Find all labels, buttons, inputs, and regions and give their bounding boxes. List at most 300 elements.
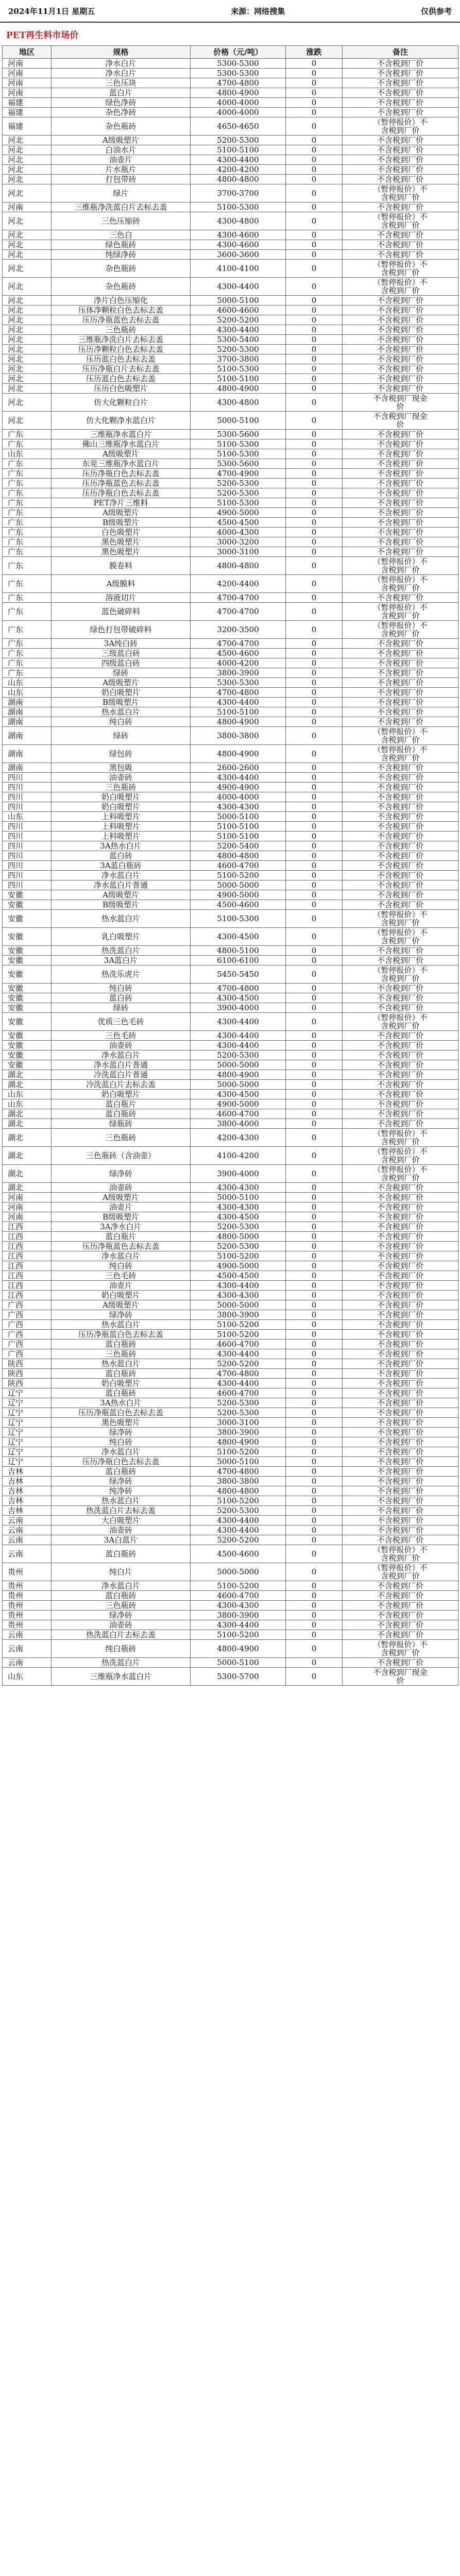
table-row bbox=[3, 364, 458, 374]
table-row bbox=[3, 325, 458, 335]
table-row bbox=[3, 1379, 458, 1388]
cell-change: 0 bbox=[286, 1668, 343, 1686]
cell-spec: A级吸塑片 bbox=[52, 678, 191, 688]
cell-spec: 三色压块 bbox=[52, 78, 191, 88]
cell-region: 山东 bbox=[3, 678, 52, 688]
cell-note: 不含税到厂价 bbox=[343, 1408, 458, 1418]
cell-region: 贵州 bbox=[3, 1601, 52, 1611]
cell-note: 不含税到厂价 bbox=[343, 1611, 458, 1620]
cell-price: 4000-4000 bbox=[191, 792, 286, 802]
cell-change: 0 bbox=[286, 1658, 343, 1668]
cell-price: 4300-4300 bbox=[191, 802, 286, 812]
cell-spec: 3A净水白片 bbox=[52, 1222, 191, 1232]
cell-note: 不含税到厂价 bbox=[343, 449, 458, 459]
cell-note: 不含税到厂价 bbox=[343, 678, 458, 688]
table-row bbox=[3, 250, 458, 260]
cell-price: 4500-4600 bbox=[191, 900, 286, 910]
table-row bbox=[3, 1526, 458, 1535]
cell-region: 湖北 bbox=[3, 1165, 52, 1183]
cell-price: 4000-4000 bbox=[191, 108, 286, 117]
cell-change: 0 bbox=[286, 165, 343, 175]
cell-spec: 净水蓝白片普通 bbox=[52, 880, 191, 890]
cell-price: 4900-5000 bbox=[191, 1261, 286, 1271]
cell-change: 0 bbox=[286, 861, 343, 871]
table-row bbox=[3, 1359, 458, 1369]
cell-spec: 油壶砖 bbox=[52, 1526, 191, 1535]
table-row bbox=[3, 575, 458, 593]
cell-change: 0 bbox=[286, 792, 343, 802]
cell-note: （暂停报价）不 含税到厂价 bbox=[343, 727, 458, 745]
cell-price: 3800-3800 bbox=[191, 1477, 286, 1486]
cell-region: 湖北 bbox=[3, 1147, 52, 1165]
cell-price: 4800-4900 bbox=[191, 1437, 286, 1447]
cell-change: 0 bbox=[286, 802, 343, 812]
cell-note: （暂停报价）不 含税到厂价 bbox=[343, 910, 458, 928]
cell-price: 5100-5200 bbox=[191, 871, 286, 880]
cell-region: 湖南 bbox=[3, 717, 52, 727]
cell-change: 0 bbox=[286, 649, 343, 658]
cell-region: 河北 bbox=[3, 325, 52, 335]
cell-change: 0 bbox=[286, 1581, 343, 1591]
cell-change: 0 bbox=[286, 727, 343, 745]
cell-region: 辽宁 bbox=[3, 1418, 52, 1428]
cell-price: 5000-5100 bbox=[191, 812, 286, 822]
cell-change: 0 bbox=[286, 202, 343, 212]
cell-change: 0 bbox=[286, 603, 343, 621]
cell-spec: 压体净颗粒白色去标去盖 bbox=[52, 306, 191, 315]
cell-change: 0 bbox=[286, 250, 343, 260]
cell-spec: 压历白色吸塑片 bbox=[52, 384, 191, 394]
cell-region: 吉林 bbox=[3, 1477, 52, 1486]
cell-note: 不含税到厂价 bbox=[343, 1506, 458, 1516]
cell-spec: 上料吸塑片 bbox=[52, 812, 191, 822]
cell-spec: 压历蓝白色去标去盖 bbox=[52, 354, 191, 364]
cell-change: 0 bbox=[286, 1300, 343, 1310]
table-row bbox=[3, 678, 458, 688]
cell-note: 不含税到厂价 bbox=[343, 1388, 458, 1398]
cell-price: 3700-3800 bbox=[191, 354, 286, 364]
cell-region: 云南 bbox=[3, 1630, 52, 1640]
cell-change: 0 bbox=[286, 910, 343, 928]
cell-change: 0 bbox=[286, 965, 343, 984]
table-row bbox=[3, 792, 458, 802]
cell-price: 4300-4300 bbox=[191, 1601, 286, 1611]
cell-change: 0 bbox=[286, 1183, 343, 1193]
cell-price: 4700-4800 bbox=[191, 78, 286, 88]
cell-change: 0 bbox=[286, 658, 343, 668]
cell-region: 湖南 bbox=[3, 727, 52, 745]
cell-price: 4700-4700 bbox=[191, 639, 286, 649]
cell-note: 不含税到厂价 bbox=[343, 354, 458, 364]
cell-price: 4900-5000 bbox=[191, 508, 286, 518]
cell-spec: 热水蓝白片 bbox=[52, 1359, 191, 1369]
cell-price: 5100-5300 bbox=[191, 439, 286, 449]
table-row bbox=[3, 315, 458, 325]
cell-note: 不含税到厂价 bbox=[343, 1418, 458, 1428]
cell-region: 辽宁 bbox=[3, 1437, 52, 1447]
table-row bbox=[3, 260, 458, 278]
table-row bbox=[3, 1129, 458, 1147]
table-row bbox=[3, 335, 458, 345]
cell-price: 2600-2600 bbox=[191, 763, 286, 773]
cell-change: 0 bbox=[286, 1281, 343, 1291]
cell-price: 4300-4400 bbox=[191, 1516, 286, 1526]
cell-note: 不含税到厂价 bbox=[343, 1090, 458, 1099]
cell-spec: A级吸塑片 bbox=[52, 135, 191, 145]
cell-note: 不含税到厂价 bbox=[343, 88, 458, 98]
cell-change: 0 bbox=[286, 78, 343, 88]
cell-change: 0 bbox=[286, 1099, 343, 1109]
table-row bbox=[3, 557, 458, 575]
table-row bbox=[3, 1545, 458, 1563]
cell-note: 不含税到厂现金 价 bbox=[343, 412, 458, 430]
header-note: 仅供参考 bbox=[420, 6, 452, 16]
cell-price: 5000-5100 bbox=[191, 1193, 286, 1202]
cell-note: 不含税到厂价 bbox=[343, 792, 458, 802]
cell-price: 3900-4000 bbox=[191, 1165, 286, 1183]
table-row bbox=[3, 727, 458, 745]
cell-spec: 纯白瓶砖 bbox=[52, 1640, 191, 1658]
cell-region: 吉林 bbox=[3, 1467, 52, 1477]
table-row bbox=[3, 278, 458, 296]
document-header bbox=[0, 0, 460, 23]
cell-spec: 纯白砖 bbox=[52, 1261, 191, 1271]
cell-price: 4800-4800 bbox=[191, 851, 286, 861]
cell-region: 山东 bbox=[3, 1668, 52, 1686]
cell-region: 河南 bbox=[3, 1212, 52, 1222]
cell-change: 0 bbox=[286, 946, 343, 956]
cell-price: 5000-5000 bbox=[191, 1080, 286, 1090]
cell-note: （暂停报价）不 含税到厂价 bbox=[343, 1147, 458, 1165]
cell-spec: 绿净砖 bbox=[52, 1310, 191, 1320]
cell-note: 不含税到厂价 bbox=[343, 439, 458, 449]
cell-spec: 片水瓶片 bbox=[52, 165, 191, 175]
cell-note: 不含税到厂价 bbox=[343, 374, 458, 384]
cell-region: 安徽 bbox=[3, 984, 52, 993]
cell-note: 不含税到厂价 bbox=[343, 296, 458, 306]
cell-price: 5300-5300 bbox=[191, 69, 286, 78]
cell-change: 0 bbox=[286, 1620, 343, 1630]
cell-region: 广东 bbox=[3, 528, 52, 537]
cell-note: 不含税到厂价 bbox=[343, 69, 458, 78]
cell-region: 辽宁 bbox=[3, 1457, 52, 1467]
cell-change: 0 bbox=[286, 1591, 343, 1601]
cell-change: 0 bbox=[286, 384, 343, 394]
table-row bbox=[3, 384, 458, 394]
cell-spec: 大白吸塑片 bbox=[52, 1516, 191, 1526]
cell-spec: 绿净砖 bbox=[52, 1428, 191, 1437]
table-row bbox=[3, 430, 458, 439]
cell-note: 不含税到厂价 bbox=[343, 1310, 458, 1320]
cell-note: 不含税到厂价 bbox=[343, 1222, 458, 1232]
table-row bbox=[3, 688, 458, 698]
cell-spec: 黑色吸塑片 bbox=[52, 1418, 191, 1428]
cell-price: 5100-5300 bbox=[191, 910, 286, 928]
table-row bbox=[3, 1031, 458, 1041]
cell-region: 湖北 bbox=[3, 1070, 52, 1080]
cell-note: （暂停报价）不 含税到厂价 bbox=[343, 278, 458, 296]
cell-change: 0 bbox=[286, 498, 343, 508]
table-row bbox=[3, 993, 458, 1003]
table-row bbox=[3, 1486, 458, 1496]
cell-price: 4800-4900 bbox=[191, 1640, 286, 1658]
cell-spec: A级吸塑片 bbox=[52, 449, 191, 459]
cell-price: 5000-5000 bbox=[191, 880, 286, 890]
cell-change: 0 bbox=[286, 1320, 343, 1330]
cell-price: 3900-4000 bbox=[191, 1003, 286, 1013]
cell-region: 河南 bbox=[3, 88, 52, 98]
price-table bbox=[2, 45, 458, 1686]
table-row bbox=[3, 871, 458, 880]
cell-spec: 绿砖 bbox=[52, 727, 191, 745]
cell-price: 3700-3700 bbox=[191, 184, 286, 202]
cell-note: 不含税到厂价 bbox=[343, 1601, 458, 1611]
cell-change: 0 bbox=[286, 1261, 343, 1271]
cell-spec: 三色毛砖 bbox=[52, 1271, 191, 1281]
cell-price: 4800-4900 bbox=[191, 1070, 286, 1080]
cell-spec: 四级蓝白砖 bbox=[52, 658, 191, 668]
cell-change: 0 bbox=[286, 1379, 343, 1388]
cell-note: 不含税到厂价 bbox=[343, 364, 458, 374]
cell-note: 不含税到厂价 bbox=[343, 1003, 458, 1013]
table-row bbox=[3, 965, 458, 984]
table-row bbox=[3, 69, 458, 78]
cell-note: 不含税到厂价 bbox=[343, 1330, 458, 1340]
table-row bbox=[3, 1041, 458, 1050]
table-row bbox=[3, 1003, 458, 1013]
cell-note: 不含税到厂价 bbox=[343, 135, 458, 145]
cell-note: 不含税到厂价 bbox=[343, 1658, 458, 1668]
cell-note: 不含税到厂价 bbox=[343, 783, 458, 792]
cell-change: 0 bbox=[286, 1041, 343, 1050]
table-row bbox=[3, 956, 458, 965]
cell-note: 不含税到厂价 bbox=[343, 993, 458, 1003]
cell-note: （暂停报价）不 含税到厂价 bbox=[343, 1013, 458, 1031]
cell-change: 0 bbox=[286, 479, 343, 488]
cell-region: 广东 bbox=[3, 430, 52, 439]
cell-spec: A级吸塑片 bbox=[52, 1193, 191, 1202]
table-row bbox=[3, 1183, 458, 1193]
cell-note: 不含税到厂价 bbox=[343, 165, 458, 175]
cell-region: 广东 bbox=[3, 469, 52, 479]
cell-change: 0 bbox=[286, 688, 343, 698]
cell-spec: 油壶砖 bbox=[52, 1183, 191, 1193]
cell-spec: 三维瓶净水蓝白片 bbox=[52, 1668, 191, 1686]
cell-price: 4100-4200 bbox=[191, 1147, 286, 1165]
table-row bbox=[3, 1516, 458, 1526]
cell-price: 4300-4300 bbox=[191, 1291, 286, 1300]
table-row bbox=[3, 910, 458, 928]
cell-price: 4800-4900 bbox=[191, 384, 286, 394]
cell-region: 四川 bbox=[3, 773, 52, 783]
table-row bbox=[3, 547, 458, 557]
table-row bbox=[3, 412, 458, 430]
cell-price: 5300-5300 bbox=[191, 59, 286, 69]
table-row bbox=[3, 900, 458, 910]
cell-spec: 纯白砖 bbox=[52, 984, 191, 993]
cell-spec: 3A热水白片 bbox=[52, 1398, 191, 1408]
cell-note: （暂停报价）不 含税到厂价 bbox=[343, 1563, 458, 1581]
table-row bbox=[3, 1447, 458, 1457]
cell-region: 河北 bbox=[3, 315, 52, 325]
cell-note: 不含税到厂价 bbox=[343, 1428, 458, 1437]
table-row bbox=[3, 1496, 458, 1506]
cell-spec: 3A白蓝片 bbox=[52, 1535, 191, 1545]
cell-change: 0 bbox=[286, 1535, 343, 1545]
cell-spec: A级吸塑片 bbox=[52, 1300, 191, 1310]
cell-price: 4700-4700 bbox=[191, 603, 286, 621]
table-row bbox=[3, 108, 458, 117]
cell-change: 0 bbox=[286, 900, 343, 910]
cell-spec: B级吸塑片 bbox=[52, 1212, 191, 1222]
table-row bbox=[3, 783, 458, 792]
cell-price: 4300-4400 bbox=[191, 698, 286, 707]
cell-note: 不含税到厂价 bbox=[343, 1193, 458, 1202]
cell-region: 湖北 bbox=[3, 1183, 52, 1193]
table-row bbox=[3, 880, 458, 890]
cell-change: 0 bbox=[286, 278, 343, 296]
cell-price: 4000-4300 bbox=[191, 528, 286, 537]
cell-price: 4300-4400 bbox=[191, 1526, 286, 1535]
cell-note: （暂停报价）不 含税到厂价 bbox=[343, 117, 458, 135]
cell-change: 0 bbox=[286, 575, 343, 593]
cell-region: 广东 bbox=[3, 658, 52, 668]
cell-spec: 蓝白瓶砖 bbox=[52, 1591, 191, 1601]
cell-spec: 净水蓝白片 bbox=[52, 1050, 191, 1060]
cell-price: 5200-5300 bbox=[191, 345, 286, 354]
cell-spec: 压历净瓶白片去标去盖 bbox=[52, 364, 191, 374]
cell-change: 0 bbox=[286, 1212, 343, 1222]
cell-change: 0 bbox=[286, 430, 343, 439]
cell-price: 3800-3900 bbox=[191, 1310, 286, 1320]
cell-price: 5100-5200 bbox=[191, 1496, 286, 1506]
cell-spec: 热洗蓝白片去标去盖 bbox=[52, 1630, 191, 1640]
cell-price: 5100-5100 bbox=[191, 145, 286, 155]
cell-change: 0 bbox=[286, 1109, 343, 1119]
cell-region: 吉林 bbox=[3, 1506, 52, 1516]
cell-price: 4900-5000 bbox=[191, 890, 286, 900]
cell-spec: 纯白砖 bbox=[52, 717, 191, 727]
cell-price: 5300-5700 bbox=[191, 1668, 286, 1686]
cell-region: 河北 bbox=[3, 384, 52, 394]
cell-region: 安徽 bbox=[3, 890, 52, 900]
cell-spec: 热洗蓝白片 bbox=[52, 946, 191, 956]
cell-region: 四川 bbox=[3, 861, 52, 871]
cell-price: 3800-3800 bbox=[191, 727, 286, 745]
cell-note: 不含税到厂价 bbox=[343, 59, 458, 69]
cell-note: 不含税到厂价 bbox=[343, 1620, 458, 1630]
cell-region: 安徽 bbox=[3, 993, 52, 1003]
cell-price: 4300-4600 bbox=[191, 230, 286, 240]
table-row bbox=[3, 1109, 458, 1119]
cell-change: 0 bbox=[286, 841, 343, 851]
column-header-spec: 规格 bbox=[52, 46, 191, 59]
table-row bbox=[3, 649, 458, 658]
cell-change: 0 bbox=[286, 1330, 343, 1340]
cell-spec: 热洗蓝白片 bbox=[52, 1658, 191, 1668]
cell-region: 安徽 bbox=[3, 928, 52, 946]
cell-spec: 三色瓶砖 bbox=[52, 1349, 191, 1359]
cell-spec: 上料吸塑片 bbox=[52, 832, 191, 841]
cell-price: 4900-4900 bbox=[191, 783, 286, 792]
cell-region: 河北 bbox=[3, 240, 52, 250]
cell-spec: 三维瓶净水蓝白片 bbox=[52, 430, 191, 439]
cell-note: 不含税到厂价 bbox=[343, 1070, 458, 1080]
cell-region: 河北 bbox=[3, 175, 52, 184]
cell-change: 0 bbox=[286, 871, 343, 880]
cell-price: 3000-3200 bbox=[191, 537, 286, 547]
table-row bbox=[3, 1281, 458, 1291]
cell-note: 不含税到厂价 bbox=[343, 1183, 458, 1193]
cell-note: 不含税到厂价 bbox=[343, 763, 458, 773]
cell-price: 4300-4400 bbox=[191, 1620, 286, 1630]
cell-price: 4300-4300 bbox=[191, 1183, 286, 1193]
cell-region: 贵州 bbox=[3, 1591, 52, 1601]
cell-spec: 打包带砖 bbox=[52, 175, 191, 184]
cell-price: 4300-4400 bbox=[191, 1013, 286, 1031]
cell-spec: 净水蓝白片普通 bbox=[52, 1060, 191, 1070]
cell-price: 4000-4200 bbox=[191, 658, 286, 668]
cell-region: 安徽 bbox=[3, 1060, 52, 1070]
cell-change: 0 bbox=[286, 1165, 343, 1183]
table-row bbox=[3, 1349, 458, 1359]
cell-change: 0 bbox=[286, 1031, 343, 1041]
cell-spec: 净水蓝白片 bbox=[52, 1581, 191, 1591]
cell-price: 5200-5300 bbox=[191, 135, 286, 145]
cell-price: 4700-4800 bbox=[191, 688, 286, 698]
cell-change: 0 bbox=[286, 1545, 343, 1563]
cell-change: 0 bbox=[286, 155, 343, 165]
cell-note: 不含税到厂价 bbox=[343, 547, 458, 557]
cell-region: 湖北 bbox=[3, 1109, 52, 1119]
cell-region: 河南 bbox=[3, 59, 52, 69]
cell-change: 0 bbox=[286, 488, 343, 498]
cell-price: 5300-5600 bbox=[191, 459, 286, 469]
cell-region: 广东 bbox=[3, 459, 52, 469]
cell-price: 5200-5300 bbox=[191, 1398, 286, 1408]
cell-spec: 膜卷料 bbox=[52, 557, 191, 575]
cell-change: 0 bbox=[286, 354, 343, 364]
table-row bbox=[3, 1581, 458, 1591]
cell-region: 贵州 bbox=[3, 1563, 52, 1581]
table-row bbox=[3, 1202, 458, 1212]
cell-region: 四川 bbox=[3, 822, 52, 832]
cell-price: 4650-4650 bbox=[191, 117, 286, 135]
cell-spec: 三级蓝白砖 bbox=[52, 649, 191, 658]
cell-spec: B级吸塑片 bbox=[52, 518, 191, 528]
cell-note: 不含税到厂价 bbox=[343, 802, 458, 812]
cell-region: 福建 bbox=[3, 98, 52, 108]
cell-note: 不含税到厂价 bbox=[343, 649, 458, 658]
cell-region: 四川 bbox=[3, 880, 52, 890]
table-row bbox=[3, 1300, 458, 1310]
cell-price: 4600-4600 bbox=[191, 306, 286, 315]
cell-change: 0 bbox=[286, 1310, 343, 1320]
cell-region: 陕西 bbox=[3, 1369, 52, 1379]
cell-note: 不含税到厂价 bbox=[343, 1349, 458, 1359]
cell-region: 四川 bbox=[3, 832, 52, 841]
cell-region: 四川 bbox=[3, 851, 52, 861]
cell-spec: 三色瓶砖 bbox=[52, 1129, 191, 1147]
cell-note: 不含税到厂价 bbox=[343, 230, 458, 240]
table-row bbox=[3, 593, 458, 603]
cell-note: （暂停报价）不 含税到厂价 bbox=[343, 184, 458, 202]
cell-spec: 三色压缩砖 bbox=[52, 212, 191, 230]
cell-spec: 杂色净砖 bbox=[52, 108, 191, 117]
cell-note: （暂停报价）不 含税到厂价 bbox=[343, 928, 458, 946]
cell-region: 江西 bbox=[3, 1291, 52, 1300]
cell-note: 不含税到厂价 bbox=[343, 1457, 458, 1467]
